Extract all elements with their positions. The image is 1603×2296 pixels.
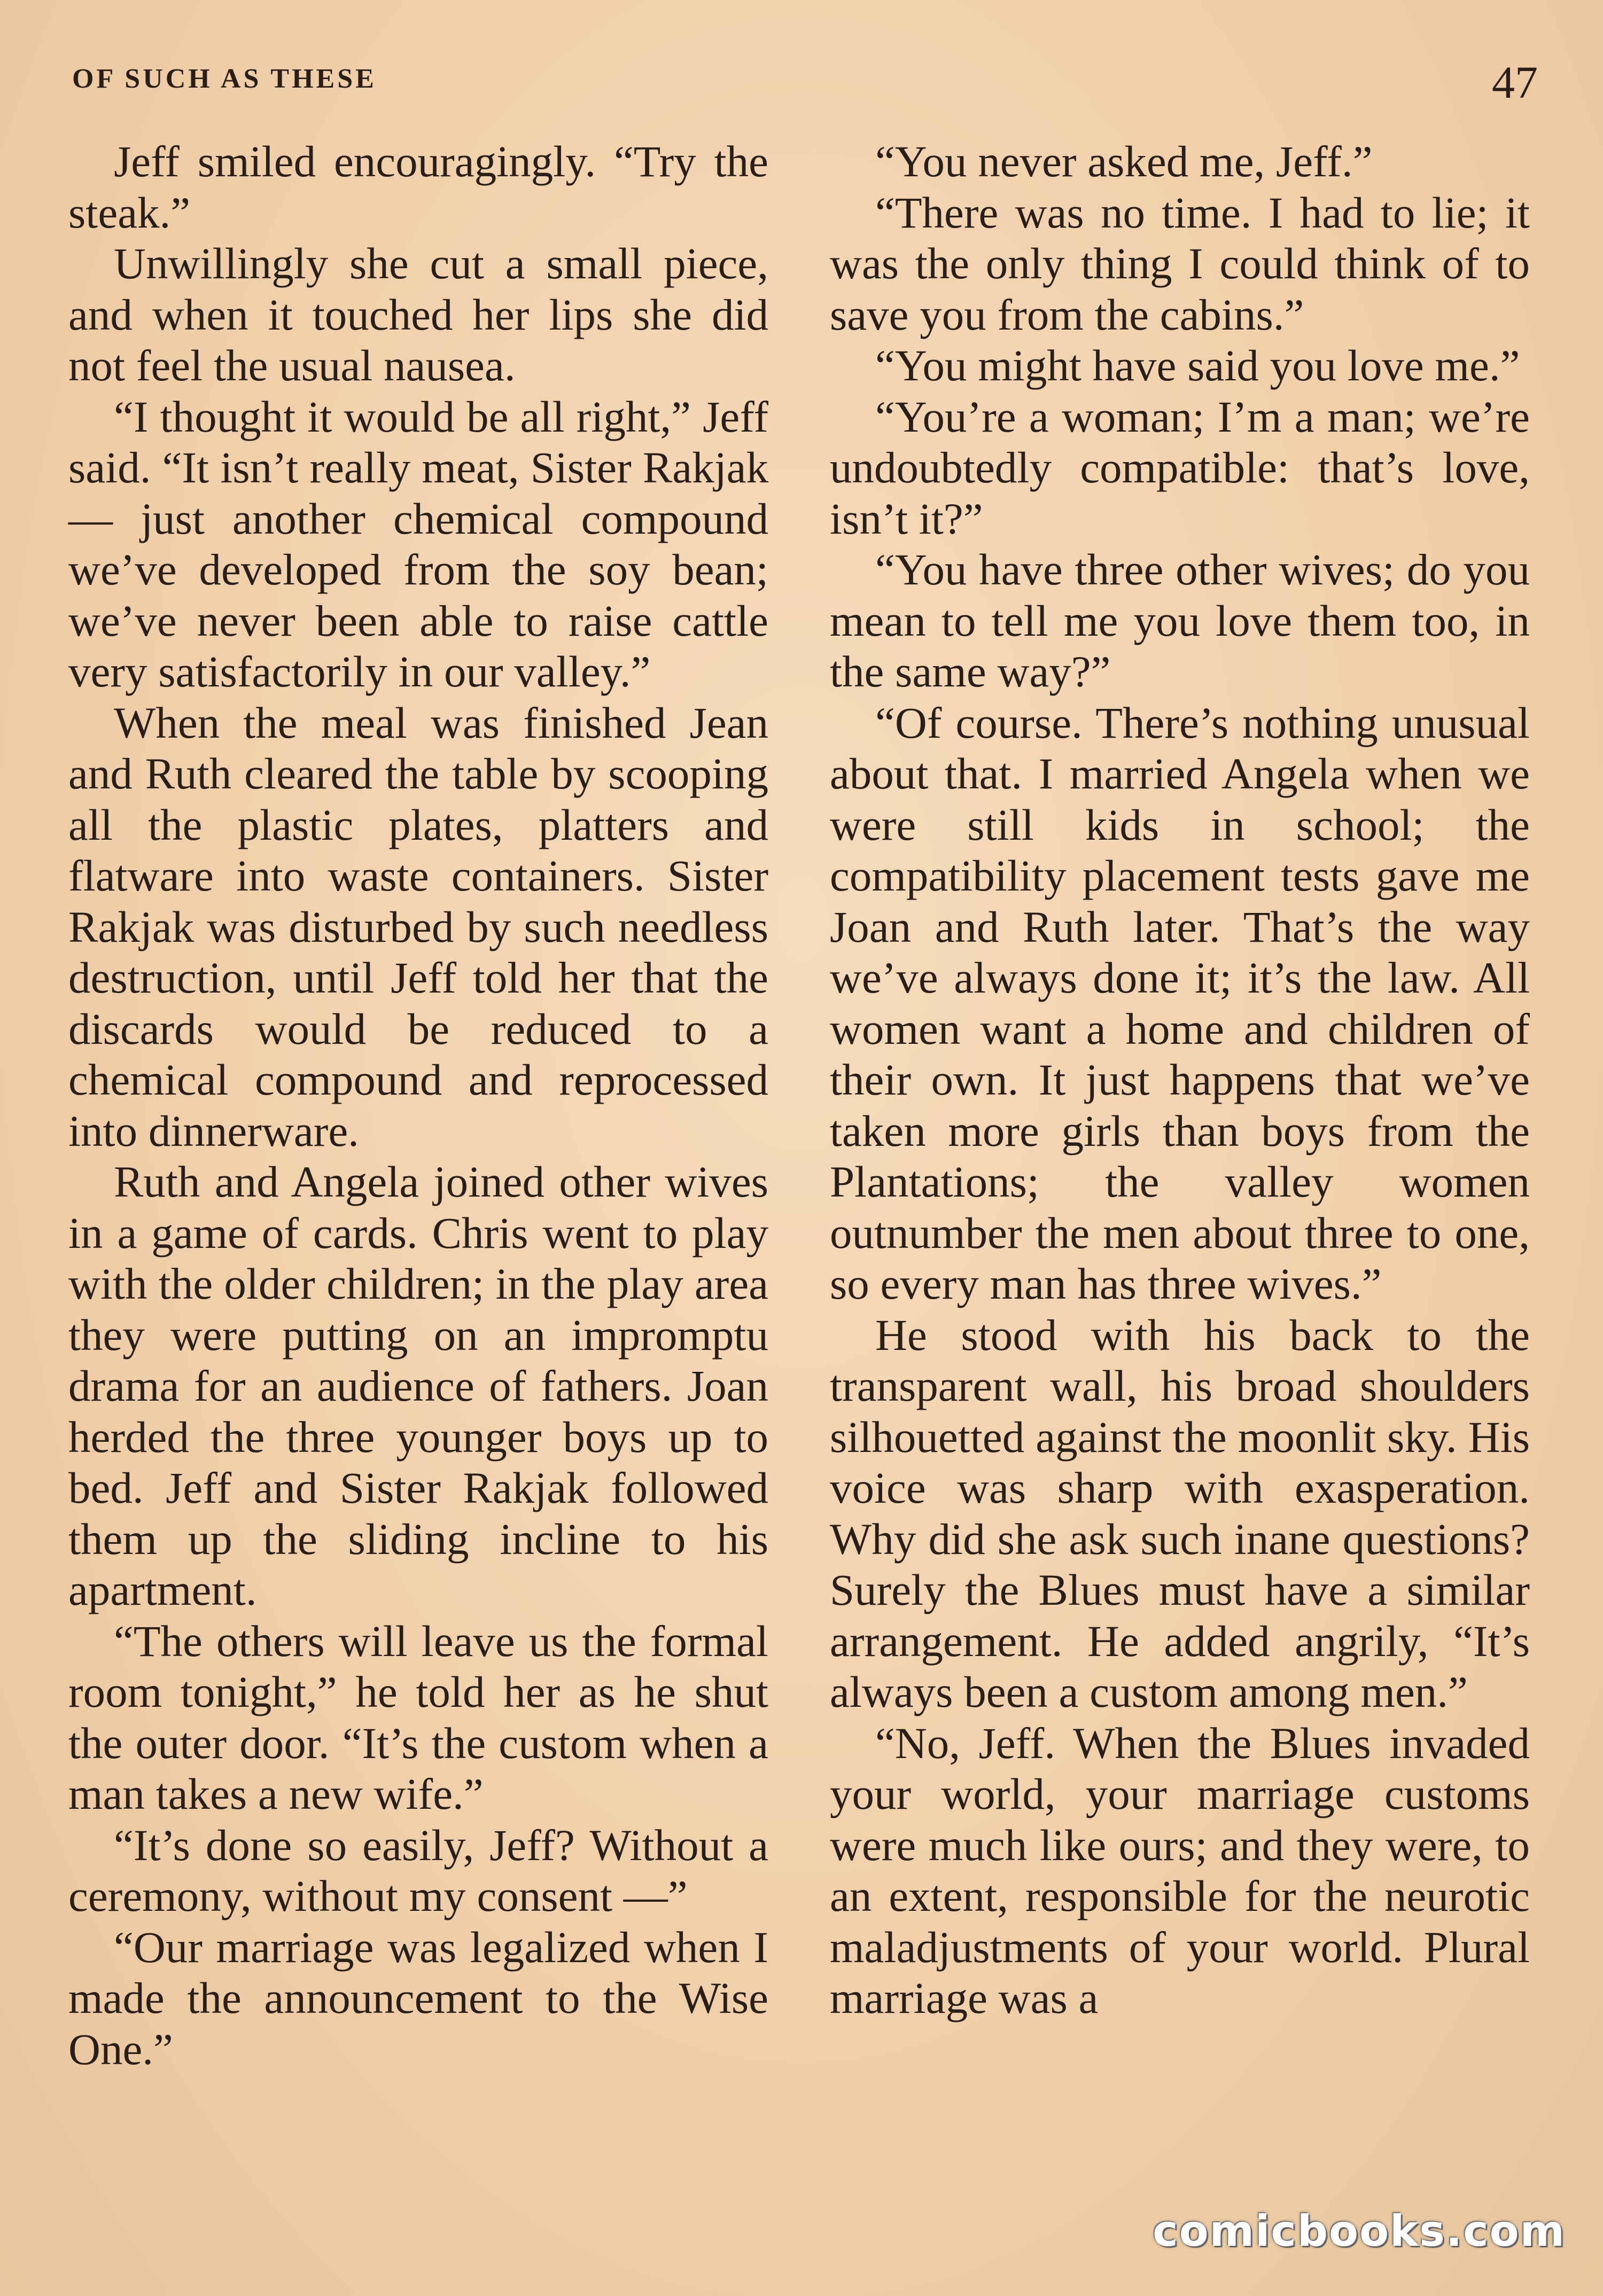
watermark: comicbooks.com [1153, 2206, 1566, 2256]
paragraph: “I thought it would be all right,” Jeff said. “It isn’t really meat, Sister Rakjak — just another chemical compound we’ve developed from the soy bean; we’ve never been able to raise cattle very satisfactorily in our valley.” [68, 392, 768, 696]
paragraph: “The others will leave us the formal room tonight,” he told her as he shut the outer door. “It’s the custom when a man takes a new wife.” [68, 1616, 768, 1818]
paragraph: “Our marriage was legalized when I made the announcement to the Wise One.” [68, 1922, 768, 2074]
right-column [830, 136, 1530, 2024]
left-column [68, 136, 768, 2075]
paragraph: “No, Jeff. When the Blues invaded your world, your marriage customs were much like ours; and they were, to an extent, responsible for the neurotic maladjustments of your world. Plural marriage was a [830, 1718, 1530, 2022]
paragraph: “You have three other wives; do you mean to tell me you love them too, in the same way?” [830, 545, 1530, 696]
paragraph: When the meal was finished Jean and Ruth cleared the table by scooping all the plastic plates, platters and flatware into waste containers. Sister Rakjak was disturbed by such needless destruction, until Jeff told her that the discards would be reduced to a chemical compound and reprocessed into dinnerware. [68, 698, 768, 1155]
paragraph: He stood with his back to the transparent wall, his broad shoulders silhouetted against the moonlit sky. His voice was sharp with exasperation. Why did she ask such inane questions? Surely the Blues must have a similar arrangement. He added angrily, “It’s always been a custom among men.” [830, 1310, 1530, 1716]
paragraph: “There was no time. I had to lie; it was the only thing I could think of to save you from the cabins.” [830, 188, 1530, 339]
paragraph: “It’s done so easily, Jeff? Without a ceremony, without my consent —” [68, 1820, 768, 1920]
paragraph: “Of course. There’s nothing unusual about that. I married Angela when we were still kids in school; the compatibility placement tests gave me Joan and Ruth later. That’s the way we’ve always done it; it’s the law. All women want a home and children of their own. It just happens that we’ve taken more girls than boys from the Plantations; the valley women outnumber the men about three to one, so every man has three wives.” [830, 698, 1530, 1308]
running-head: OF SUCH AS THESE [72, 64, 377, 94]
paragraph: “You might have said you love me.” [875, 341, 1520, 390]
page-number: 47 [1492, 57, 1538, 108]
paragraph: “You’re a woman; I’m a man; we’re undoubtedly compatible: that’s love, isn’t it?” [830, 392, 1530, 543]
paragraph: “You never asked me, Jeff.” [875, 137, 1373, 186]
paragraph: Jeff smiled encouragingly. “Try the steak.” [68, 137, 768, 237]
paragraph: Ruth and Angela joined other wives in a game of cards. Chris went to play with the older children; in the play area they were putting on an impromptu drama for an audience of fathers. Joan herded the three younger boys up to bed. Jeff and Sister Rakjak followed them up the sliding incline to his apartment. [68, 1157, 768, 1614]
paragraph: Unwillingly she cut a small piece, and when it touched her lips she did not feel the usual nausea. [68, 239, 768, 390]
